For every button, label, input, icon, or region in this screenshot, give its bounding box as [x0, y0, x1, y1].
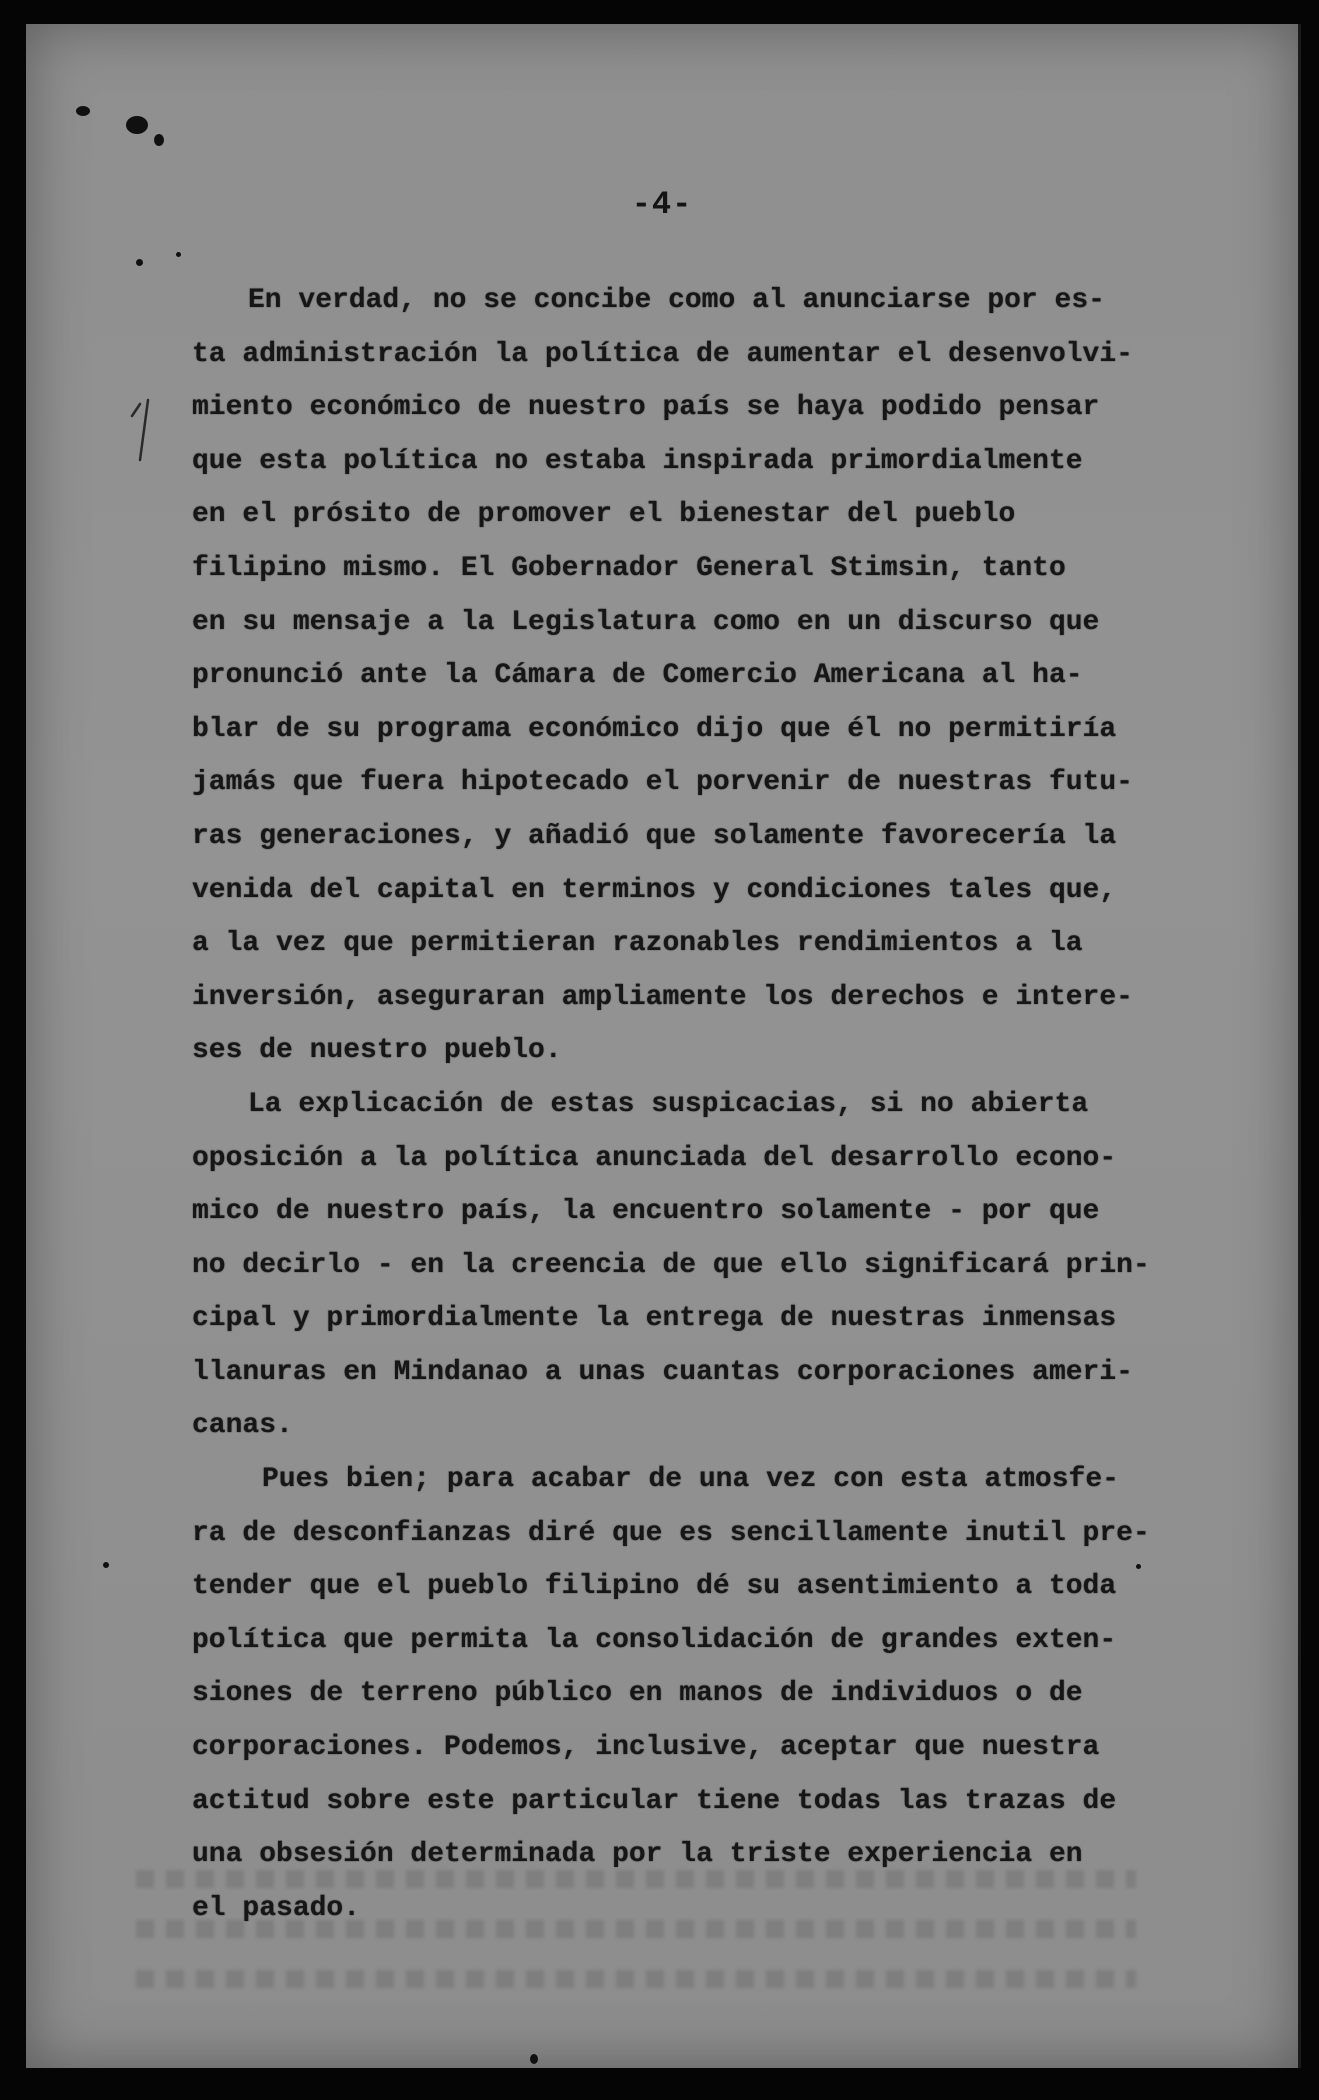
text-line: corporaciones. Podemos, inclusive, aceptar que nuestra	[192, 1732, 1100, 1764]
text-line: no decirlo - en la creencia de que ello significará prin-	[192, 1249, 1150, 1281]
text-line: en el prósito de promover el bienestar del pueblo	[192, 499, 1016, 531]
text-line: ra de desconfianzas diré que es sencillamente inutil pre-	[192, 1517, 1150, 1549]
page-number: -4-	[631, 186, 693, 223]
text-line: en su mensaje a la Legislatura como en un discurso que	[192, 606, 1100, 638]
text-line: En verdad, no se concibe como al anunciarse por es-	[248, 285, 1105, 316]
text-line: a la vez que permitieran razonables rendimientos a la	[192, 928, 1083, 960]
text-line: inversión, aseguraran ampliamente los derechos e intere-	[192, 981, 1133, 1013]
text-line: una obsesión determinada por la triste experiencia en	[192, 1839, 1083, 1871]
text-line: ras generaciones, y añadió que solamente favorecería la	[192, 820, 1117, 852]
text-line: actitud sobre este particular tiene todas las trazas de	[192, 1785, 1117, 1817]
text-line: ta administración la política de aumentar el desenvolvi-	[192, 338, 1133, 370]
text-line: mico de nuestro país, la encuentro solamente - por que	[192, 1196, 1100, 1228]
text-line: el pasado.	[192, 1892, 361, 1924]
scan-speck	[1136, 1564, 1141, 1569]
text-line: siones de terreno público en manos de individuos o de	[192, 1678, 1083, 1710]
scan-speck	[103, 1562, 109, 1568]
text-line: La explicación de estas suspicacias, si no abierta	[248, 1088, 1089, 1120]
scan-speck	[126, 116, 148, 134]
text-line: miento económico de nuestro país se haya podido pensar	[192, 392, 1100, 424]
bleed-through-shadow	[136, 1854, 1136, 2034]
scan-speck	[176, 252, 181, 257]
text-line: que esta política no estaba inspirada primordialmente	[192, 445, 1083, 477]
margin-annotation-mark	[118, 396, 158, 466]
text-line: política que permita la consolidación de grandes exten-	[192, 1624, 1117, 1656]
scan-speck	[154, 134, 164, 146]
text-line: blar de su programa económico dijo que él no permitiría	[192, 713, 1117, 745]
text-line: llanuras en Mindanao a unas cuantas corporaciones ameri-	[192, 1356, 1133, 1388]
text-line: canas.	[192, 1410, 293, 1442]
text-line: oposición a la política anunciada del desarrollo econo-	[192, 1142, 1117, 1174]
document-body	[192, 274, 1150, 1935]
text-line: Pues bien; para acabar de una vez con esta atmosfe-	[262, 1464, 1119, 1496]
text-line: tender que el pueblo filipino dé su asentimiento a toda	[192, 1571, 1117, 1603]
scan-speck	[76, 106, 90, 116]
text-line: pronunció ante la Cámara de Comercio Americana al ha-	[192, 660, 1083, 692]
scan-speck	[136, 259, 143, 266]
scan-speck	[530, 2054, 538, 2064]
text-line: venida del capital en terminos y condiciones tales que,	[192, 874, 1117, 906]
document-page	[26, 24, 1301, 2068]
text-line: ses de nuestro pueblo.	[192, 1035, 562, 1067]
text-line: cipal y primordialmente la entrega de nuestras inmensas	[192, 1303, 1117, 1335]
text-line: jamás que fuera hipotecado el porvenir de nuestras futu-	[192, 767, 1133, 799]
text-line: filipino mismo. El Gobernador General Stimsin, tanto	[192, 552, 1066, 584]
